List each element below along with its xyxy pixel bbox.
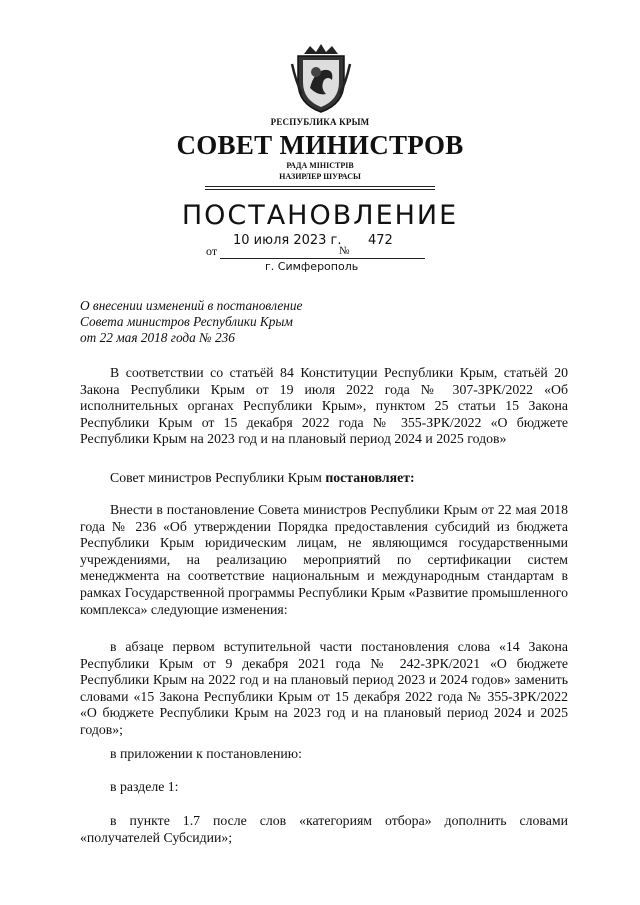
legal-basis-paragraph: В соответствии со статьёй 84 Конституции Республики Крым, статьёй 20 Закона Республики Крым от 19 июля 2022 года № 307-ЗРК/2022 «Об исполнительных органах Республики Крым», пунктом 25 статьи 15 Закона Республики Крым от 15 декабря 2022 года № 355-ЗРК/2022 «О бюджете Республики Крым на 2023 год и на плановый период 2024 и 2025 годов» [80,365,568,447]
council-name-crh: НАЗИРЛЕР ШУРАСЫ [279,172,361,181]
subject-line: Совета министров Республики Крым [80,314,293,329]
resolution-verb: постановляет: [325,470,415,485]
republic-name: РЕСПУБЛИКА КРЫМ [270,117,370,127]
resolution-text: Совет министров Республики Крым [110,470,326,485]
header-divider [205,186,435,187]
subject-line: О внесении изменений в постановление [80,298,303,313]
amendment-paragraph: Внести в постановление Совета министров Республики Крым от 22 мая 2018 года № 236 «Об утверждении Порядка предоставления субсидий из бюджета Республики Крым юридическим лицам, не являющимся государственными учреждениями, на реализацию мероприятий по сертификации систем менеджмента на соответствие национальным и международным стандартам в рамках Государственной программы Республики Крым «Развитие промышленного комплекса» следующие изменения: [80,502,568,617]
coat-of-arms-icon [290,42,352,114]
document-number: 472 [368,233,393,248]
date-underline [220,258,425,259]
amendment-item-paragraph: в абзаце первом вступительной части постановления слова «14 Закона Республики Крым от 9 декабря 2021 года № 242-ЗРК/2021 «О бюджете Республики Крым на 2022 год и на плановый период 2023 и 2024 годов» заменить словами «15 Закона Республики Крым от 15 декабря 2022 года № 355-ЗРК/2022 «О бюджете Республики Крым на 2023 год и на плановый период 2024 и 2025 годов»; [80,639,568,737]
clause-paragraph: в пункте 1.7 после слов «категориям отбора» дополнить словами «получателей Субсидии»; [80,813,568,845]
council-name: СОВЕТ МИНИСТРОВ [176,130,464,160]
annex-paragraph: в приложении к постановлению: [110,746,302,761]
resolution-paragraph [80,470,568,487]
section-paragraph: в разделе 1: [110,779,179,794]
document-date: 10 июля 2023 г. [233,233,342,248]
subject-line: от 22 мая 2018 года № 236 [80,330,235,345]
city: г. Симферополь [265,260,359,273]
council-name-ua: РАДА МІНІСТРІВ [286,161,354,170]
date-prefix: от [206,244,218,258]
document-type: ПОСТАНОВЛЕНИЕ [181,200,459,231]
header-divider [205,189,435,190]
number-sign: № [339,245,350,257]
document-subject [80,298,302,346]
